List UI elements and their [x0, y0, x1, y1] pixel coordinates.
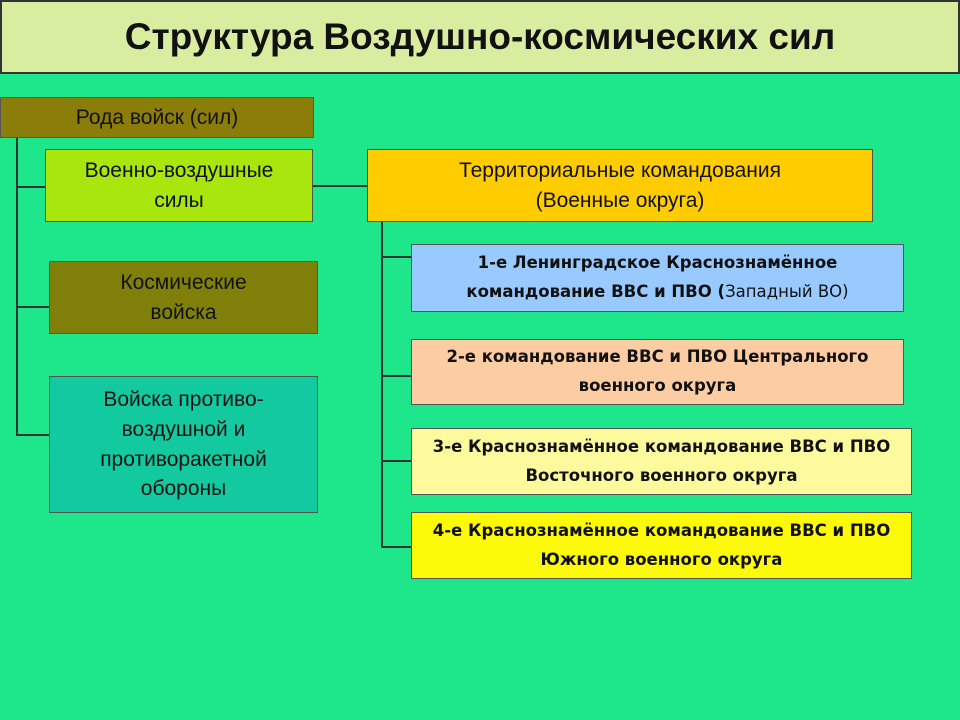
branch-label: Войска противо-воздушной и противоракетной обороны	[100, 387, 267, 501]
territorial-commands	[367, 149, 873, 222]
page-title: Структура Воздушно-космических сил	[0, 0, 960, 74]
connector-line	[16, 186, 46, 188]
branch-space-forces	[49, 261, 318, 334]
root-label: Рода войск (сил)	[75, 105, 239, 129]
command-1	[411, 244, 904, 312]
connector-line	[381, 375, 411, 377]
command-4	[411, 512, 912, 579]
connector-line	[16, 138, 18, 436]
territorial-label: Территориальные командования	[458, 158, 781, 182]
command-3	[411, 428, 912, 495]
territorial-sublabel: (Военные округа)	[535, 188, 705, 212]
connector-line	[313, 185, 367, 187]
connector-line	[16, 434, 49, 436]
connector-line	[16, 306, 49, 308]
connector-line	[381, 256, 411, 258]
branch-air-missile-defense	[49, 376, 318, 513]
root-node	[0, 97, 314, 138]
command-label: 2-е командование ВВС и ПВО Центрального военного округа	[446, 347, 869, 395]
command-label: 4-е Краснознамённое командование ВВС и ПВО Южного военного округа	[432, 520, 891, 569]
branch-label: Военно-воздушные силы	[84, 158, 274, 212]
connector-line	[381, 460, 411, 462]
connector-line	[381, 546, 411, 548]
connector-line	[381, 222, 383, 548]
branch-label: Космические войска	[120, 270, 247, 324]
branch-vvs	[45, 149, 313, 222]
command-2	[411, 339, 904, 405]
command-label: 1-е Ленинградское Краснознамённое командование ВВС и ПВО (Западный ВО)	[466, 253, 849, 301]
command-label: 3-е Краснознамённое командование ВВС и ПВО Восточного военного округа	[432, 436, 891, 485]
